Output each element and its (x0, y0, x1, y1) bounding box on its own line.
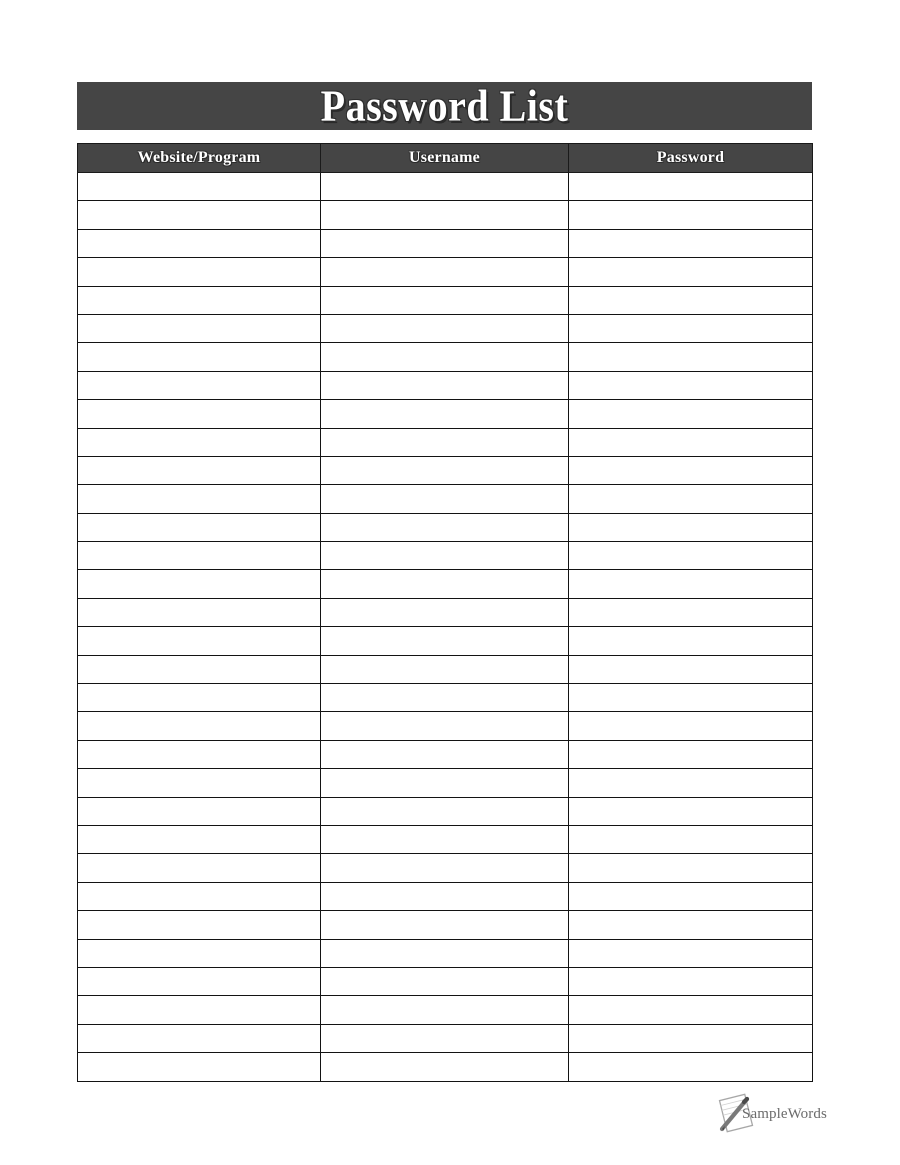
table-row[interactable] (78, 655, 813, 683)
cell-website_program[interactable] (78, 456, 321, 484)
table-row[interactable] (78, 1053, 813, 1081)
table-row[interactable] (78, 854, 813, 882)
table-row[interactable] (78, 201, 813, 229)
cell-password[interactable] (569, 343, 813, 371)
cell-username[interactable] (321, 598, 569, 626)
cell-password[interactable] (569, 797, 813, 825)
cell-password[interactable] (569, 996, 813, 1024)
cell-username[interactable] (321, 400, 569, 428)
cell-website_program[interactable] (78, 882, 321, 910)
cell-website_program[interactable] (78, 400, 321, 428)
cell-website_program[interactable] (78, 740, 321, 768)
cell-username[interactable] (321, 882, 569, 910)
password-table (77, 143, 813, 1082)
cell-password[interactable] (569, 655, 813, 683)
cell-password[interactable] (569, 542, 813, 570)
cell-username[interactable] (321, 428, 569, 456)
cell-website_program[interactable] (78, 258, 321, 286)
table-row[interactable] (78, 343, 813, 371)
table-row[interactable] (78, 684, 813, 712)
table-row[interactable] (78, 485, 813, 513)
table-row[interactable] (78, 400, 813, 428)
cell-username[interactable] (321, 627, 569, 655)
cell-password[interactable] (569, 314, 813, 342)
cell-website_program[interactable] (78, 314, 321, 342)
table-row[interactable] (78, 712, 813, 740)
cell-username[interactable] (321, 967, 569, 995)
cell-username[interactable] (321, 371, 569, 399)
cell-website_program[interactable] (78, 911, 321, 939)
cell-username[interactable] (321, 854, 569, 882)
cell-website_program[interactable] (78, 684, 321, 712)
column-header-password: Password (569, 144, 813, 173)
table-row[interactable] (78, 882, 813, 910)
table-row[interactable] (78, 911, 813, 939)
cell-username[interactable] (321, 314, 569, 342)
table-row[interactable] (78, 627, 813, 655)
cell-username[interactable] (321, 542, 569, 570)
table-row[interactable] (78, 598, 813, 626)
cell-password[interactable] (569, 229, 813, 257)
cell-password[interactable] (569, 882, 813, 910)
table-row[interactable] (78, 825, 813, 853)
cell-password[interactable] (569, 939, 813, 967)
cell-website_program[interactable] (78, 229, 321, 257)
cell-website_program[interactable] (78, 371, 321, 399)
cell-username[interactable] (321, 911, 569, 939)
cell-website_program[interactable] (78, 513, 321, 541)
cell-username[interactable] (321, 712, 569, 740)
cell-website_program[interactable] (78, 598, 321, 626)
cell-website_program[interactable] (78, 939, 321, 967)
cell-password[interactable] (569, 371, 813, 399)
cell-username[interactable] (321, 797, 569, 825)
cell-website_program[interactable] (78, 428, 321, 456)
table-row[interactable] (78, 314, 813, 342)
cell-website_program[interactable] (78, 173, 321, 201)
page-title: Password List (320, 80, 569, 131)
cell-website_program[interactable] (78, 1053, 321, 1081)
cell-username[interactable] (321, 258, 569, 286)
table-row[interactable] (78, 769, 813, 797)
cell-username[interactable] (321, 1024, 569, 1052)
cell-password[interactable] (569, 173, 813, 201)
table-body (78, 173, 813, 1082)
cell-website_program[interactable] (78, 996, 321, 1024)
table-header-row (78, 144, 813, 173)
watermark (714, 1091, 826, 1135)
cell-password[interactable] (569, 854, 813, 882)
cell-username[interactable] (321, 173, 569, 201)
table-row[interactable] (78, 542, 813, 570)
cell-username[interactable] (321, 655, 569, 683)
cell-password[interactable] (569, 1053, 813, 1081)
cell-website_program[interactable] (78, 712, 321, 740)
cell-website_program[interactable] (78, 485, 321, 513)
cell-username[interactable] (321, 769, 569, 797)
table-row[interactable] (78, 428, 813, 456)
cell-password[interactable] (569, 513, 813, 541)
cell-username[interactable] (321, 570, 569, 598)
cell-username[interactable] (321, 201, 569, 229)
table-header (78, 144, 813, 173)
cell-username[interactable] (321, 825, 569, 853)
cell-username[interactable] (321, 939, 569, 967)
cell-website_program[interactable] (78, 825, 321, 853)
cell-password[interactable] (569, 825, 813, 853)
page-title-banner (77, 82, 812, 130)
cell-password[interactable] (569, 400, 813, 428)
cell-website_program[interactable] (78, 627, 321, 655)
table-row[interactable] (78, 1024, 813, 1052)
table-row[interactable] (78, 967, 813, 995)
cell-website_program[interactable] (78, 1024, 321, 1052)
cell-username[interactable] (321, 996, 569, 1024)
cell-password[interactable] (569, 428, 813, 456)
cell-password[interactable] (569, 286, 813, 314)
table-row[interactable] (78, 456, 813, 484)
cell-password[interactable] (569, 258, 813, 286)
cell-username[interactable] (321, 229, 569, 257)
cell-website_program[interactable] (78, 343, 321, 371)
table-row[interactable] (78, 258, 813, 286)
cell-username[interactable] (321, 1053, 569, 1081)
table-row[interactable] (78, 740, 813, 768)
table-row[interactable] (78, 371, 813, 399)
table-row[interactable] (78, 229, 813, 257)
cell-username[interactable] (321, 343, 569, 371)
cell-website_program[interactable] (78, 797, 321, 825)
cell-password[interactable] (569, 967, 813, 995)
cell-username[interactable] (321, 740, 569, 768)
cell-website_program[interactable] (78, 570, 321, 598)
column-header-username: Username (321, 144, 569, 173)
cell-password[interactable] (569, 201, 813, 229)
cell-username[interactable] (321, 684, 569, 712)
cell-password[interactable] (569, 684, 813, 712)
cell-password[interactable] (569, 627, 813, 655)
cell-password[interactable] (569, 570, 813, 598)
cell-username[interactable] (321, 456, 569, 484)
cell-website_program[interactable] (78, 769, 321, 797)
table-row[interactable] (78, 996, 813, 1024)
table-row[interactable] (78, 173, 813, 201)
table-row[interactable] (78, 570, 813, 598)
watermark-label: SampleWords (742, 1106, 827, 1122)
cell-username[interactable] (321, 513, 569, 541)
cell-username[interactable] (321, 485, 569, 513)
cell-website_program[interactable] (78, 854, 321, 882)
table-row[interactable] (78, 939, 813, 967)
cell-website_program[interactable] (78, 967, 321, 995)
cell-password[interactable] (569, 456, 813, 484)
cell-password[interactable] (569, 1024, 813, 1052)
cell-password[interactable] (569, 712, 813, 740)
cell-website_program[interactable] (78, 286, 321, 314)
cell-username[interactable] (321, 286, 569, 314)
cell-password[interactable] (569, 598, 813, 626)
column-header-website-program: Website/Program (78, 144, 321, 173)
cell-password[interactable] (569, 769, 813, 797)
table-row[interactable] (78, 797, 813, 825)
cell-website_program[interactable] (78, 201, 321, 229)
cell-password[interactable] (569, 740, 813, 768)
cell-website_program[interactable] (78, 542, 321, 570)
cell-password[interactable] (569, 485, 813, 513)
table-row[interactable] (78, 286, 813, 314)
cell-website_program[interactable] (78, 655, 321, 683)
cell-password[interactable] (569, 911, 813, 939)
table-row[interactable] (78, 513, 813, 541)
